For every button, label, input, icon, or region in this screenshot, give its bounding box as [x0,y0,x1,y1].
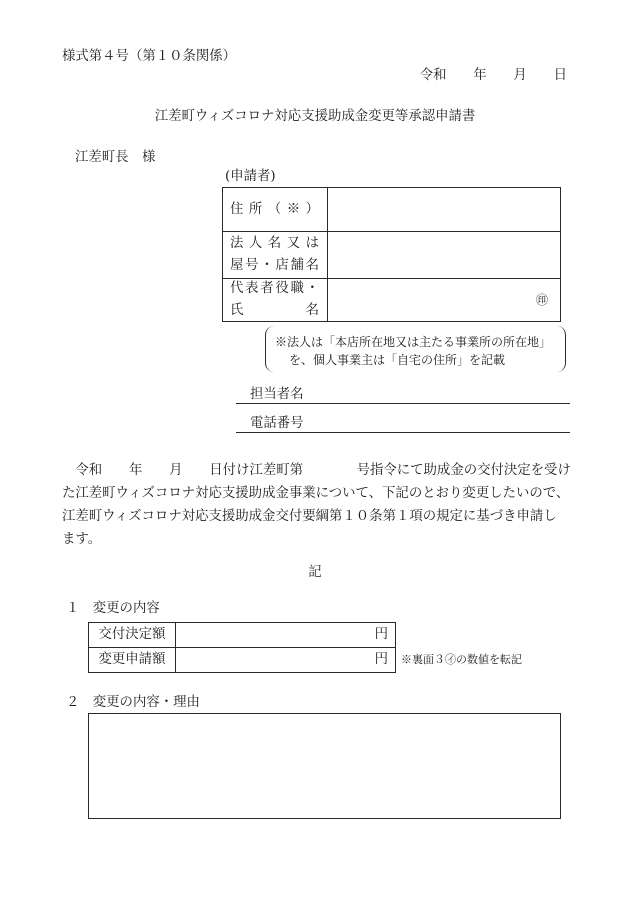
address-value-cell [328,188,560,231]
paragraph-line: 令和 年 月 日付け江差町第 号指令にて助成金の交付決定を受け [75,463,571,478]
applicant-row-address [223,188,560,231]
address-note-bracket [265,326,566,372]
applicant-row-company-name [223,231,560,278]
amount-table [88,622,396,673]
company-name-value-cell [328,232,560,278]
amount-row-requested [89,647,395,672]
representative-value-cell [328,279,560,321]
seal-mark: ㊞ [535,293,548,307]
address-note-line2: を、個人事業主は「自宅の住所」を記載 [289,353,506,367]
document-title: 江差町ウィズコロナ対応支援助成金変更等承認申請書 [154,109,476,124]
phone-number-line [236,416,570,433]
company-name-label-cell [223,232,328,278]
paragraph-line: た江差町ウィズコロナ対応支援助成金事業について、下記のとおり変更したいので、 [62,486,570,501]
contact-person-label: 担当者名 [250,387,304,402]
applicant-section-label: (申請者) [225,169,276,184]
amount-row-decided [89,623,395,647]
transcribe-note: ※裏面３㋑の数値を転記 [401,653,522,666]
representative-label-line2: 氏名 [230,303,319,318]
address-label: 住所（※） [230,201,319,217]
addressee: 江差町長 様 [75,150,156,165]
contact-person-line [236,387,570,404]
ki-heading: 記 [308,565,322,580]
decided-amount-unit: 円 [374,627,388,642]
form-number: 様式第４号（第１０条関係） [62,49,237,64]
requested-amount-unit: 円 [374,652,388,667]
requested-amount-label: 変更申請額 [89,648,176,672]
paragraph-line: 江差町ウィズコロナ対応支援助成金交付要綱第１０条第１項の規定に基づき申請し [62,509,557,524]
company-name-label-line1: 法人名又は [230,236,319,251]
representative-label-line1: 代表者役職・ [230,281,319,296]
request-paragraph [62,459,571,551]
paragraph-line: ます。 [62,532,102,547]
address-note-line1: ※法人は「本店所在地又は主たる事業所の所在地」 [275,335,552,349]
address-label-cell [223,188,328,231]
phone-number-label: 電話番号 [250,416,304,431]
change-reason-box [88,713,561,819]
company-name-label-line2: 屋号・店舗名 [230,258,319,273]
representative-label-cell [223,279,328,321]
applicant-table [222,187,561,322]
section1-heading: １ 変更の内容 [66,601,160,616]
date-line: 令和 年 月 日 [419,68,567,83]
section2-heading: ２ 変更の内容・理由 [66,695,200,710]
applicant-row-representative [223,278,560,321]
decided-amount-label: 交付決定額 [89,623,176,647]
